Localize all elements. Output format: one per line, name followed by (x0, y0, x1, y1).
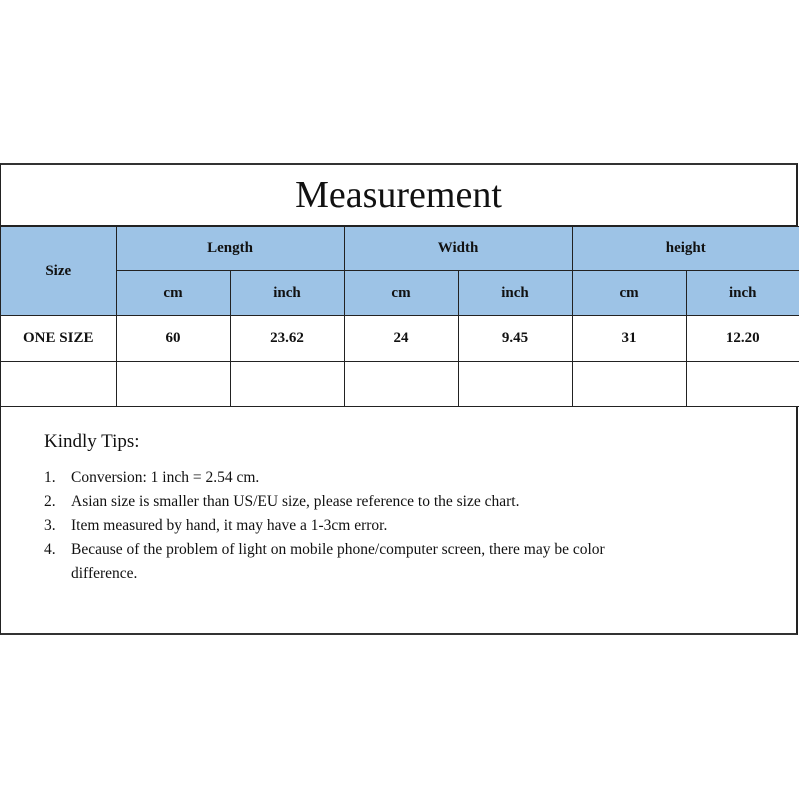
length-cm-cell (116, 362, 230, 407)
height-cm-cell (572, 362, 686, 407)
width-inch-cell: 9.45 (458, 316, 572, 362)
width-cm-cell (344, 362, 458, 407)
tip-number: 4. (44, 541, 56, 558)
header-row-groups (1, 227, 799, 271)
height-cm-header: cm (572, 271, 686, 316)
kindly-tips (1, 407, 796, 635)
header-row-units (1, 271, 799, 316)
length-cm-cell: 60 (116, 316, 230, 362)
height-inch-cell: 12.20 (686, 316, 799, 362)
length-inch-cell: 23.62 (230, 316, 344, 362)
tip-number: 2. (44, 493, 56, 510)
size-table (1, 226, 799, 407)
width-inch-header: inch (458, 271, 572, 316)
tip-item (44, 466, 796, 490)
table-row (1, 316, 799, 362)
size-header: Size (1, 227, 116, 316)
width-cm-cell: 24 (344, 316, 458, 362)
length-cm-header: cm (116, 271, 230, 316)
tip-text: Because of the problem of light on mobile phone/computer screen, there may be color difference. (71, 541, 605, 582)
table-row-empty (1, 362, 799, 407)
tip-number: 3. (44, 517, 56, 534)
width-header: Width (344, 227, 572, 271)
tip-text: Conversion: 1 inch = 2.54 cm. (71, 469, 260, 486)
height-inch-header: inch (686, 271, 799, 316)
width-cm-header: cm (344, 271, 458, 316)
tips-list (44, 466, 796, 586)
height-cm-cell: 31 (572, 316, 686, 362)
height-inch-cell (686, 362, 799, 407)
tips-title: Kindly Tips: (44, 431, 140, 452)
size-chart (0, 163, 798, 635)
tip-text: Item measured by hand, it may have a 1-3cm error. (71, 517, 388, 534)
tip-item (44, 514, 796, 538)
tip-text: Asian size is smaller than US/EU size, please reference to the size chart. (71, 493, 520, 510)
height-header: height (572, 227, 799, 271)
size-cell: ONE SIZE (1, 316, 116, 362)
tip-item (44, 538, 796, 586)
tip-number: 1. (44, 469, 56, 486)
length-header: Length (116, 227, 344, 271)
length-inch-cell (230, 362, 344, 407)
size-cell (1, 362, 116, 407)
tip-item (44, 490, 796, 514)
chart-title: Measurement (1, 165, 796, 226)
length-inch-header: inch (230, 271, 344, 316)
width-inch-cell (458, 362, 572, 407)
